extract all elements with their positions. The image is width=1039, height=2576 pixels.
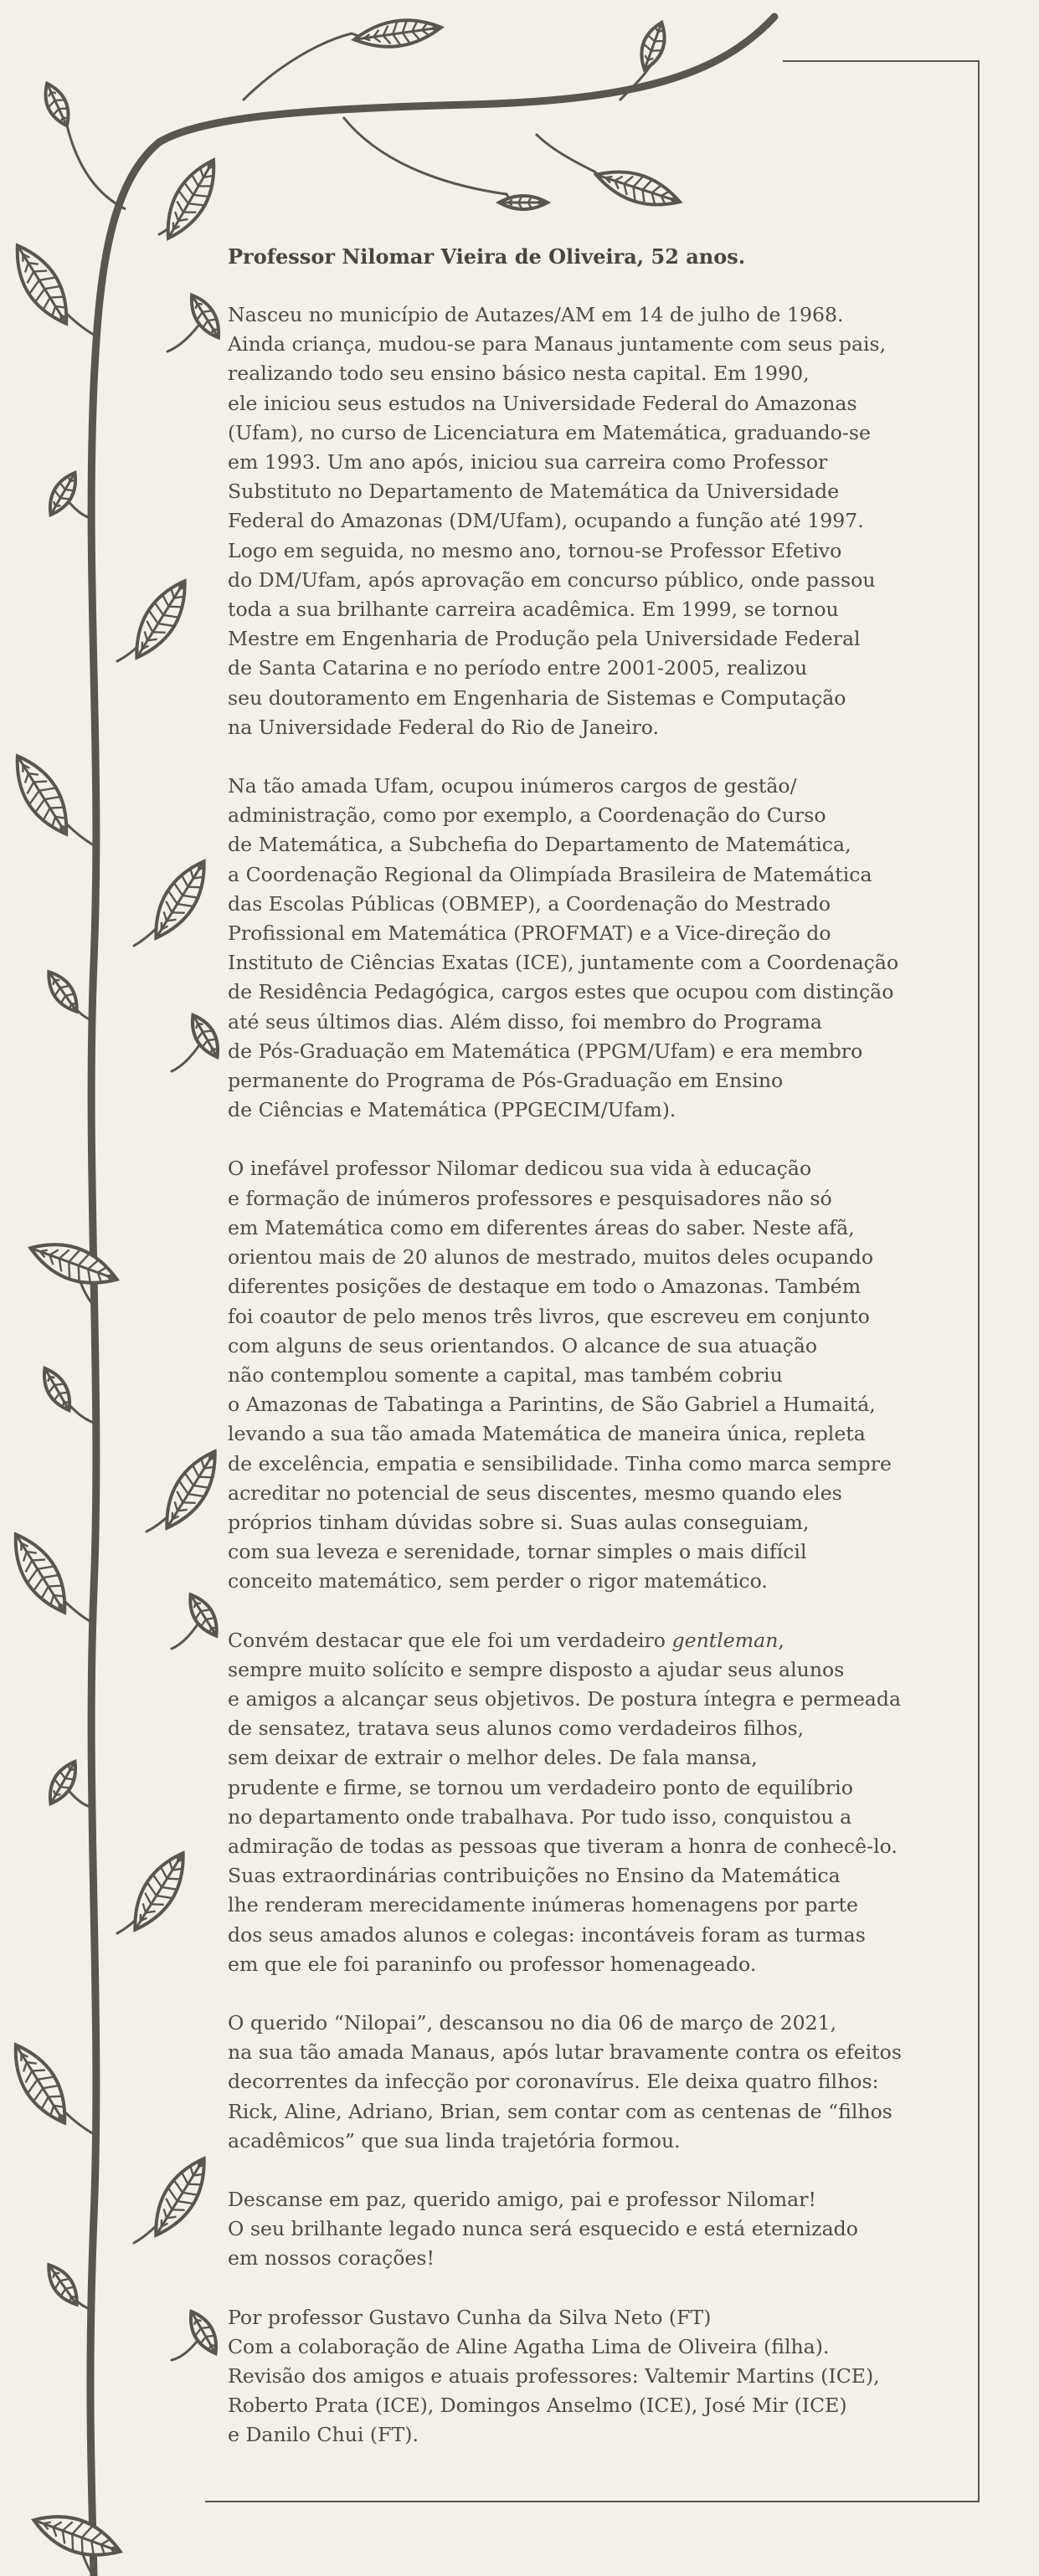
- paragraph-passing: [228, 2009, 964, 2156]
- text-line: acadêmicos” que sua linda trajetória formou.: [228, 2128, 681, 2153]
- text-line-gentleman: Convém destacar que ele foi um verdadeiro gentleman,: [228, 1628, 784, 1652]
- text-line: Ainda criança, mudou-se para Manaus juntamente com seus pais,: [228, 332, 887, 357]
- text-line: Profissional em Matemática (PROFMAT) e a Vice-direção do: [228, 921, 831, 946]
- text-line: em Matemática como em diferentes áreas do saber. Neste afã,: [228, 1215, 855, 1239]
- text-line: O seu brilhante legado nunca será esquecido e está eternizado: [228, 2217, 858, 2241]
- leaf-icon: [37, 1363, 77, 1414]
- text-line: (Ufam), no curso de Licenciatura em Matemática, graduando-se: [228, 420, 871, 444]
- vine-branch: [67, 126, 126, 209]
- vine-branch: [536, 134, 594, 172]
- leaf-icon: [183, 1590, 224, 1641]
- text-line: O inefável professor Nilomar dedicou sua vida à educação: [228, 1157, 812, 1181]
- text-line: decorrentes da infecção por coronavírus. Ele deixa quatro filhos:: [228, 2070, 879, 2094]
- text-line: conceito matemático, sem perder o rigor matemático.: [228, 1569, 768, 1593]
- text-line: Descanse em paz, querido amigo, pai e professor Nilomar!: [228, 2187, 816, 2211]
- text-line: próprios tinham dúvidas sobre si. Suas aulas conseguiam,: [228, 1510, 810, 1534]
- text-line: lhe renderam merecidamente inúmeras homenagens por parte: [228, 1893, 858, 1917]
- vine-branch: [343, 117, 507, 194]
- text-line: de excelência, empatia e sensibilidade. Tinha como marca sempre: [228, 1451, 892, 1475]
- leaf-icon: [592, 162, 684, 215]
- leaf-icon: [28, 2505, 126, 2566]
- leaf-icon: [41, 967, 84, 1017]
- credit-line: Com a colaboração de Aline Agatha Lima de Oliveira (filha).: [228, 2334, 830, 2358]
- text-line: acreditar no potencial de seus discentes, mesmo quando eles: [228, 1480, 842, 1505]
- text-line: seu doutoramento em Engenharia de Sistemas e Computação: [228, 685, 846, 710]
- paragraph-character: [228, 1626, 964, 1979]
- text-line: de Residência Pedagógica, cargos estes que ocupou com distinção: [228, 980, 894, 1004]
- text-line: de Matemática, a Subchefia do Departamento de Matemática,: [228, 833, 851, 857]
- text-line: Mestre em Engenharia de Produção pela Universidade Federal: [228, 627, 861, 651]
- credit-line: Roberto Prata (ICE), Domingos Anselmo (ICE), José Mir (ICE): [228, 2394, 847, 2418]
- leaf-icon: [3, 2036, 79, 2131]
- frame-right-border: [978, 60, 980, 2502]
- text-line: de Pós-Graduação em Matemática (PPGM/Ufam) e era membro: [228, 1039, 863, 1063]
- text-line: toda a sua brilhante carreira acadêmica. Em 1999, se tornou: [228, 598, 839, 622]
- credits: [228, 2303, 964, 2450]
- text-line: na Universidade Federal do Rio de Janeiro.: [228, 715, 660, 739]
- paragraph-teaching: [228, 1154, 964, 1596]
- leaf-icon: [635, 19, 671, 74]
- text-line: permanente do Programa de Pós-Graduação em Ensino: [228, 1069, 784, 1093]
- leaf-icon: [4, 747, 80, 842]
- text-line: levando a sua tão amada Matemática de maneira única, repleta: [228, 1422, 866, 1446]
- text-line: orientou mais de 20 alunos de mestrado, muitos deles ocupando: [228, 1245, 874, 1270]
- obituary-title: Professor Nilomar Vieira de Oliveira, 52 anos.: [228, 244, 746, 269]
- leaf-icon: [124, 573, 198, 666]
- text-line: de Santa Catarina e no período entre 2001-2005, realizou: [228, 656, 808, 680]
- text-line: até seus últimos dias. Além disso, foi membro do Programa: [228, 1009, 822, 1034]
- text-line: ele iniciou seus estudos na Universidade Federal do Amazonas: [228, 391, 857, 415]
- text-line: o Amazonas de Tabatinga a Parintins, de São Gabriel a Humaitá,: [228, 1393, 876, 1417]
- obituary-text: [228, 243, 964, 2480]
- text-line: sempre muito solícito e sempre disposto a ajudar seus alunos: [228, 1657, 845, 1681]
- paragraph-farewell: [228, 2185, 964, 2274]
- text-line: do DM/Ufam, após aprovação em concurso público, onde passou: [228, 567, 876, 592]
- text-line: Rick, Aline, Adriano, Brian, sem contar com as centenas de “filhos: [228, 2099, 892, 2123]
- text-line: com alguns de seus orientandos. O alcance de sua atuação: [228, 1333, 818, 1357]
- text-line: e formação de inúmeros professores e pesquisadores não só: [228, 1186, 832, 1210]
- text-line: realizando todo seu ensino básico nesta capital. Em 1990,: [228, 362, 810, 386]
- text-line: não contemplou somente a capital, mas também cobriu: [228, 1362, 783, 1387]
- credit-line: Revisão dos amigos e atuais professores: Valtemir Martins (ICE),: [228, 2364, 880, 2388]
- text-line: das Escolas Públicas (OBMEP), a Coordenação do Mestrado: [228, 891, 831, 916]
- credit-line: e Danilo Chui (FT).: [228, 2423, 419, 2447]
- text-line: em que ele foi paraninfo ou professor homenageado.: [228, 1952, 757, 1976]
- text-line: Substituto no Departamento de Matemática da Universidade: [228, 480, 840, 504]
- text-line: Nasceu no município de Autazes/AM em 14 de julho de 1968.: [228, 303, 844, 326]
- credit-line: Por professor Gustavo Cunha da Silva Neto (FT): [228, 2305, 712, 2329]
- leaf-icon: [143, 854, 217, 947]
- leaf-icon: [143, 2151, 217, 2244]
- text-line: prudente e firme, se tornou um verdadeiro ponto de equilíbrio: [228, 1775, 853, 1799]
- text-line: dos seus amados alunos e colegas: incontáveis foram as turmas: [228, 1922, 866, 1947]
- text-line: admiração de todas as pessoas que tiveram a honra de conhecê-lo.: [228, 1834, 898, 1858]
- leaf-icon: [352, 15, 443, 52]
- vine-branch: [243, 33, 352, 100]
- leaf-icon: [122, 1845, 196, 1938]
- frame-top-border: [783, 60, 980, 62]
- text-line: e amigos a alcançar seus objetivos. De postura íntegra e permeada: [228, 1686, 902, 1711]
- paragraph-biography: [228, 300, 964, 742]
- text-line: foi coautor de pelo menos três livros, que escreveu em conjunto: [228, 1304, 870, 1328]
- leaf-icon: [25, 1233, 122, 1294]
- text-line: O querido “Nilopai”, descansou no dia 06 de março de 2021,: [228, 2010, 837, 2035]
- leaf-icon: [155, 152, 226, 246]
- text-line: em 1993. Um ano após, iniciou sua carreira como Professor: [228, 450, 828, 475]
- paragraph-positions: [228, 772, 964, 1125]
- text-line: Federal do Amazonas (DM/Ufam), ocupando a função até 1997.: [228, 509, 864, 533]
- leaf-icon: [4, 237, 80, 331]
- frame-bottom-border: [205, 2501, 980, 2502]
- text-line: de Ciências e Matemática (PPGECIM/Ufam).: [228, 1098, 676, 1122]
- text-line: sem deixar de extrair o melhor deles. De fala mansa,: [228, 1746, 758, 1770]
- leaf-icon: [154, 1444, 228, 1537]
- leaf-icon: [499, 196, 548, 209]
- text-line: em nossos corações!: [228, 2246, 435, 2271]
- text-line: a Coordenação Regional da Olimpíada Brasileira de Matemática: [228, 862, 872, 886]
- text-line: de sensatez, tratava seus alunos como verdadeiros filhos,: [228, 1716, 805, 1741]
- leaf-icon: [41, 2260, 84, 2310]
- text-line: Instituto de Ciências Exatas (ICE), juntamente com a Coordenação: [228, 951, 899, 975]
- text-line: com sua leveza e serenidade, tornar simples o mais difícil: [228, 1540, 807, 1564]
- leaf-icon: [3, 1526, 79, 1620]
- text-line: Logo em seguida, no mesmo ano, tornou-se Professor Efetivo: [228, 538, 842, 562]
- text-line: diferentes posições de destaque em todo o Amazonas. Também: [228, 1275, 862, 1299]
- text-line: administração, como por exemplo, a Coordenação do Curso: [228, 803, 826, 828]
- text-line: na sua tão amada Manaus, após lutar bravamente contra os efeitos: [228, 2040, 902, 2065]
- text-line: no departamento onde trabalhava. Por tudo isso, conquistou a: [228, 1804, 852, 1829]
- leaf-icon: [39, 80, 75, 130]
- text-line: Suas extraordinárias contribuições no Ensino da Matemática: [228, 1864, 841, 1888]
- text-line: Na tão amada Ufam, ocupou inúmeros cargos de gestão/: [228, 774, 797, 798]
